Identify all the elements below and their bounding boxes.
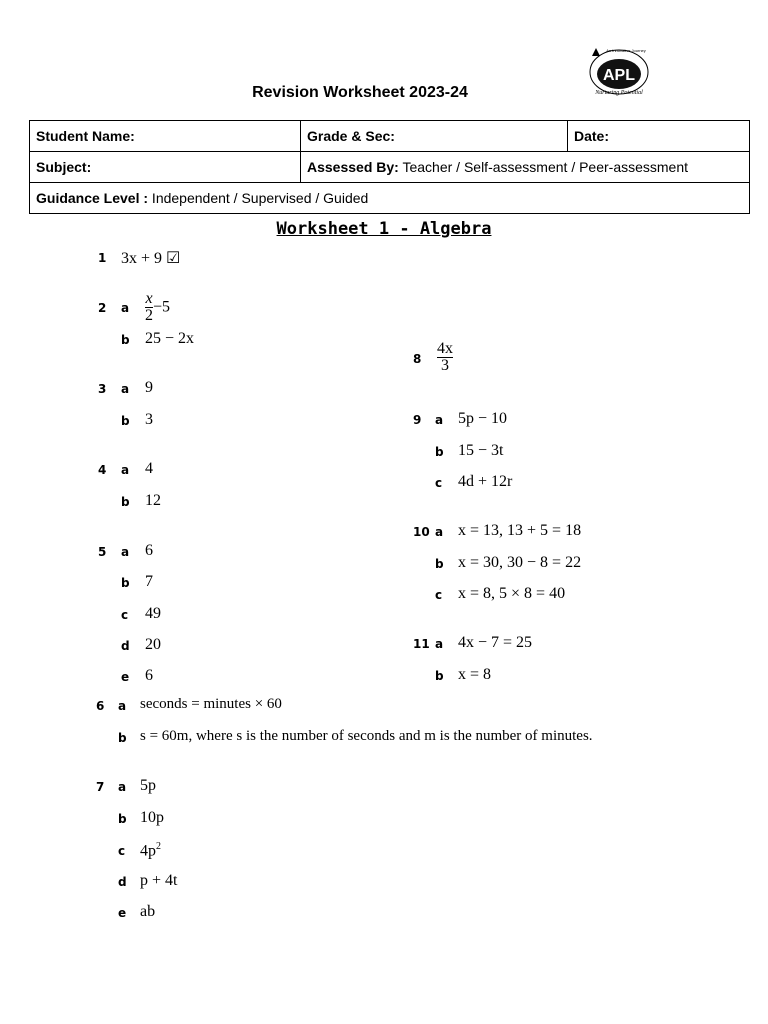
grade-sec-cell[interactable] bbox=[301, 121, 568, 152]
answer-text: seconds = minutes × 60 bbox=[140, 696, 282, 712]
part-label: b bbox=[435, 445, 444, 459]
part-label: b bbox=[121, 495, 130, 509]
answer-text: 12 bbox=[145, 492, 161, 509]
answer-text: 15 − 3t bbox=[458, 442, 504, 459]
apl-logo-icon bbox=[586, 42, 652, 104]
student-info-table bbox=[29, 120, 750, 214]
part-label: c bbox=[121, 608, 129, 622]
student-name-cell[interactable] bbox=[30, 121, 301, 152]
part-label: c bbox=[435, 588, 443, 602]
answer-text: x = 8, 5 × 8 = 40 bbox=[458, 585, 566, 602]
question-number: 4 bbox=[98, 463, 107, 477]
part-label: e bbox=[118, 906, 127, 920]
student-name-label: Student Name: bbox=[36, 128, 135, 144]
svg-text:Nurturing Potential: Nurturing Potential bbox=[595, 90, 643, 96]
fraction bbox=[145, 291, 153, 324]
numerator: 4x bbox=[437, 340, 453, 357]
part-label: a bbox=[435, 525, 444, 539]
part-label: b bbox=[435, 557, 444, 571]
exponent: 2 bbox=[156, 841, 161, 852]
part-label: a bbox=[121, 301, 130, 315]
denominator: 3 bbox=[437, 357, 453, 374]
question-number: 6 bbox=[96, 699, 105, 713]
part-label: b bbox=[118, 731, 127, 745]
answer-text: x = 30, 30 − 8 = 22 bbox=[458, 554, 582, 571]
answer-text: 4x − 7 = 25 bbox=[458, 634, 533, 651]
answer-text: x = 8 bbox=[458, 666, 492, 683]
part-label: b bbox=[121, 414, 130, 428]
answer-text: 5p bbox=[140, 777, 156, 794]
fraction-answer bbox=[145, 291, 170, 324]
assessed-by-value: Teacher / Self-assessment / Peer-assessment bbox=[398, 159, 689, 175]
part-label: a bbox=[121, 463, 130, 477]
answer-text: 3 bbox=[145, 411, 153, 428]
answer-text: 20 bbox=[145, 636, 161, 653]
question-number: 5 bbox=[98, 545, 107, 559]
answer-base: 4p bbox=[140, 842, 156, 860]
date-cell[interactable] bbox=[568, 121, 750, 152]
answer-text: 4 bbox=[145, 460, 153, 477]
svg-text:APL: APL bbox=[603, 67, 635, 84]
part-label: a bbox=[118, 780, 127, 794]
answer-text: 49 bbox=[145, 605, 161, 622]
answer-text: 9 bbox=[145, 379, 153, 396]
denominator: 2 bbox=[145, 307, 153, 324]
numerator: x bbox=[145, 290, 153, 307]
part-label: b bbox=[118, 812, 127, 826]
grade-sec-label: Grade & Sec: bbox=[307, 128, 395, 144]
assessed-by-cell bbox=[301, 152, 750, 183]
part-label: d bbox=[121, 639, 130, 653]
school-logo bbox=[586, 42, 652, 104]
question-number: 9 bbox=[413, 413, 422, 427]
question-number: 1 bbox=[98, 251, 107, 265]
answer-text: 10p bbox=[140, 809, 164, 826]
part-label: b bbox=[121, 333, 130, 347]
answer-text: x = 13, 13 + 5 = 18 bbox=[458, 522, 582, 539]
answer-text: 6 bbox=[145, 667, 153, 684]
answer-text: ab bbox=[140, 903, 156, 920]
answer-text: 6 bbox=[145, 542, 153, 559]
answer-text: p + 4t bbox=[140, 872, 178, 889]
answer-text: 4d + 12r bbox=[458, 473, 513, 490]
answer-text: 5p − 10 bbox=[458, 410, 508, 427]
part-label: b bbox=[121, 576, 130, 590]
part-label: e bbox=[121, 670, 130, 684]
fraction-remainder: −5 bbox=[153, 298, 171, 316]
question-number: 3 bbox=[98, 382, 107, 396]
fraction bbox=[437, 341, 453, 374]
subject-label: Subject: bbox=[36, 159, 92, 175]
assessed-by-label: Assessed By: bbox=[307, 159, 399, 175]
part-label: a bbox=[118, 699, 127, 713]
answer-text bbox=[140, 841, 161, 860]
question-number: 2 bbox=[98, 301, 107, 315]
answer-text: s = 60m, where s is the number of seconds and m is the number of minutes. bbox=[140, 728, 593, 744]
part-label: a bbox=[435, 637, 444, 651]
part-label: d bbox=[118, 875, 127, 889]
date-label: Date: bbox=[574, 128, 610, 144]
question-number: 10 bbox=[413, 525, 430, 539]
question-number: 11 bbox=[413, 637, 430, 651]
question-number: 7 bbox=[96, 780, 105, 794]
answer-text: 3x + 9 ☑ bbox=[121, 250, 181, 267]
guidance-level-value: Independent / Supervised / Guided bbox=[148, 190, 369, 206]
part-label: a bbox=[121, 382, 130, 396]
subject-cell[interactable] bbox=[30, 152, 301, 183]
answer-text: 25 − 2x bbox=[145, 330, 195, 347]
answer-text: 7 bbox=[145, 573, 153, 590]
part-label: a bbox=[121, 545, 130, 559]
svg-text:An Innovative Journey: An Innovative Journey bbox=[606, 48, 646, 53]
guidance-level-label: Guidance Level : bbox=[36, 190, 149, 206]
part-label: c bbox=[118, 844, 126, 858]
part-label: c bbox=[435, 476, 443, 490]
guidance-level-cell bbox=[30, 183, 750, 214]
part-label: b bbox=[435, 669, 444, 683]
worksheet-heading: Revision Worksheet 2023-24 bbox=[252, 84, 468, 101]
worksheet-title: Worksheet 1 - Algebra bbox=[276, 219, 492, 239]
question-number: 8 bbox=[413, 352, 422, 366]
part-label: a bbox=[435, 413, 444, 427]
fraction-answer bbox=[437, 341, 453, 374]
